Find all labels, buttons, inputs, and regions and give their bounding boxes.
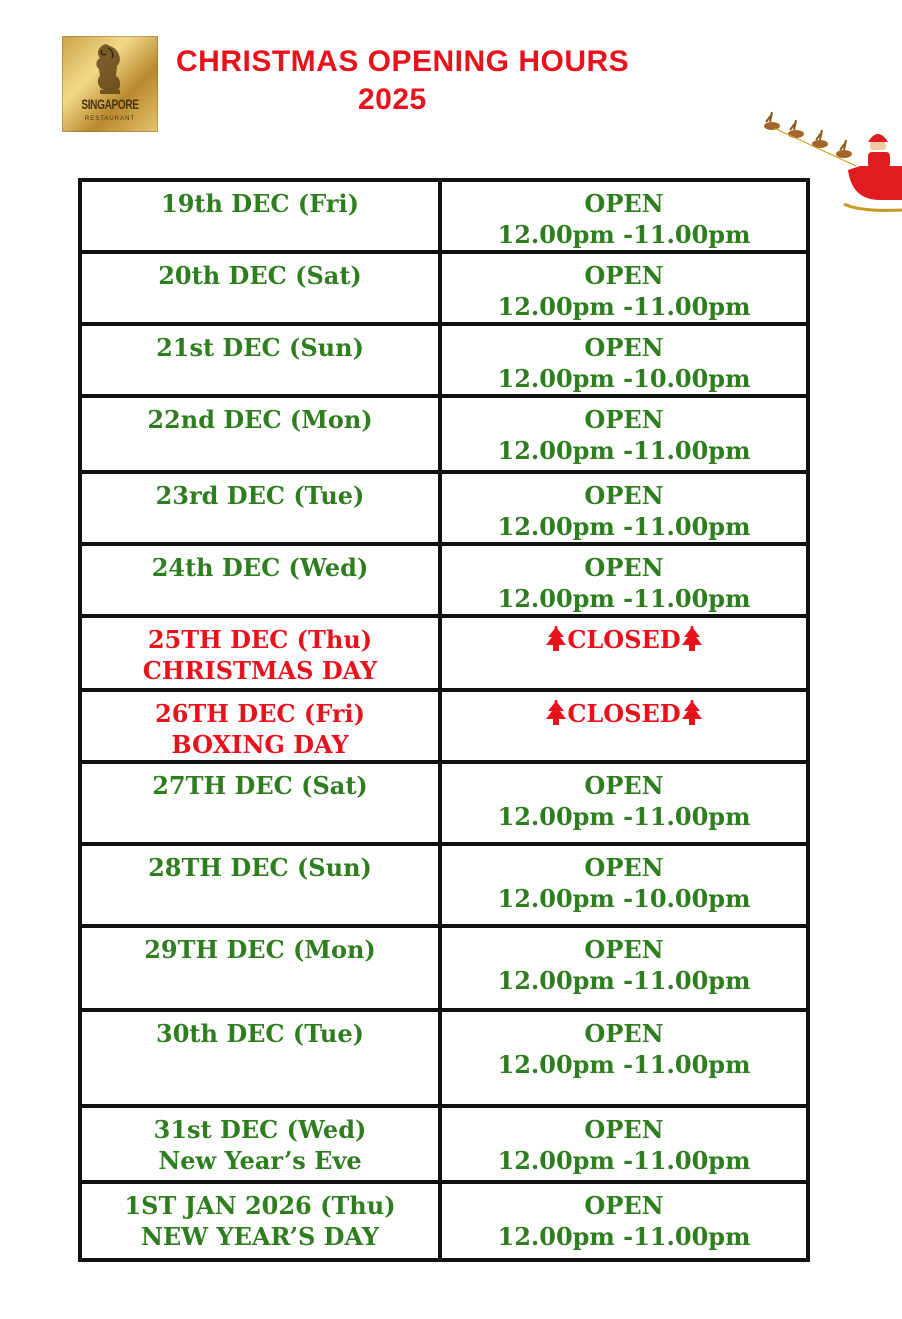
- date-cell: [80, 926, 440, 1010]
- date-label: 28TH DEC (Sun): [148, 853, 372, 882]
- holiday-label: BOXING DAY: [171, 730, 349, 759]
- status-label: OPEN: [584, 405, 664, 434]
- date-cell: [80, 1106, 440, 1182]
- status-label: OPEN: [584, 1019, 664, 1048]
- status-label: OPEN: [584, 935, 664, 964]
- status-label: OPEN: [584, 771, 664, 800]
- holiday-label: CHRISTMAS DAY: [142, 656, 378, 685]
- hours-label: 12.00pm -11.00pm: [497, 292, 751, 321]
- status-label: OPEN: [584, 553, 664, 582]
- status-label: OPEN: [584, 333, 664, 362]
- hours-cell: [440, 472, 808, 544]
- table-row: [80, 472, 808, 544]
- table-row: [80, 180, 808, 252]
- page-year: 2025: [358, 83, 427, 116]
- date-label: 26TH DEC (Fri): [155, 699, 365, 728]
- hours-cell: [440, 762, 808, 844]
- status-label: CLOSED: [567, 699, 681, 728]
- date-cell: [80, 252, 440, 324]
- date-cell: [80, 180, 440, 252]
- date-label: 27TH DEC (Sat): [152, 771, 368, 800]
- logo-subtitle: RESTAURANT: [84, 116, 136, 122]
- status-label: OPEN: [584, 853, 664, 882]
- date-label: 1ST JAN 2026 (Thu): [124, 1191, 396, 1220]
- hours-label: 12.00pm -11.00pm: [497, 1222, 751, 1251]
- christmas-tree-icon: [545, 700, 567, 726]
- table-row: [80, 544, 808, 616]
- date-label: 23rd DEC (Tue): [155, 481, 365, 510]
- date-cell: [80, 472, 440, 544]
- date-cell: [80, 1010, 440, 1106]
- table-row: [80, 396, 808, 472]
- hours-cell: [440, 1182, 808, 1260]
- hours-cell: [440, 690, 808, 762]
- hours-label: 12.00pm -10.00pm: [497, 884, 751, 913]
- hours-cell: [440, 1010, 808, 1106]
- date-cell: [80, 324, 440, 396]
- christmas-tree-icon: [681, 700, 703, 726]
- table-row: [80, 616, 808, 690]
- table-row: [80, 926, 808, 1010]
- table-row: [80, 844, 808, 926]
- hours-cell: [440, 844, 808, 926]
- hours-label: 12.00pm -11.00pm: [497, 1146, 751, 1175]
- holiday-label: New Year’s Eve: [158, 1146, 362, 1175]
- status-label: CLOSED: [567, 625, 681, 654]
- status-label: OPEN: [584, 1191, 664, 1220]
- date-label: 29TH DEC (Mon): [144, 935, 376, 964]
- logo-name: SINGAPORE: [81, 96, 139, 112]
- date-cell: [80, 762, 440, 844]
- table-row: [80, 762, 808, 844]
- status-label: OPEN: [584, 189, 664, 218]
- date-cell: [80, 844, 440, 926]
- date-label: 20th DEC (Sat): [158, 261, 362, 290]
- date-cell: [80, 396, 440, 472]
- date-label: 31st DEC (Wed): [153, 1115, 367, 1144]
- hours-label: 12.00pm -11.00pm: [497, 802, 751, 831]
- hours-label: 12.00pm -11.00pm: [497, 584, 751, 613]
- hours-cell: [440, 926, 808, 1010]
- page-title: CHRISTMAS OPENING HOURS: [176, 45, 630, 78]
- hours-label: 12.00pm -11.00pm: [497, 220, 751, 249]
- date-cell: [80, 616, 440, 690]
- date-cell: [80, 1182, 440, 1260]
- hours-cell: [440, 616, 808, 690]
- christmas-tree-icon: [545, 626, 567, 652]
- hours-cell: [440, 1106, 808, 1182]
- date-label: 25TH DEC (Thu): [147, 625, 373, 654]
- hours-cell: [440, 180, 808, 252]
- date-cell: [80, 690, 440, 762]
- table-row: [80, 1182, 808, 1260]
- opening-hours-table: [78, 178, 810, 1262]
- table-row: [80, 324, 808, 396]
- date-label: 21st DEC (Sun): [156, 333, 364, 362]
- table-row: [80, 1106, 808, 1182]
- holiday-label: NEW YEAR’S DAY: [140, 1222, 380, 1251]
- date-cell: [80, 544, 440, 616]
- hours-cell: [440, 324, 808, 396]
- hours-label: 12.00pm -11.00pm: [497, 1050, 751, 1079]
- hours-label: 12.00pm -10.00pm: [497, 364, 751, 393]
- christmas-tree-icon: [681, 626, 703, 652]
- date-label: 30th DEC (Tue): [156, 1019, 364, 1048]
- table-row: [80, 252, 808, 324]
- status-label: OPEN: [584, 261, 664, 290]
- date-label: 24th DEC (Wed): [151, 553, 369, 582]
- hours-cell: [440, 396, 808, 472]
- table-row: [80, 690, 808, 762]
- status-label: OPEN: [584, 481, 664, 510]
- table-row: [80, 1010, 808, 1106]
- hours-label: 12.00pm -11.00pm: [497, 966, 751, 995]
- date-label: 22nd DEC (Mon): [147, 405, 373, 434]
- status-label: OPEN: [584, 1115, 664, 1144]
- date-label: 19th DEC (Fri): [161, 189, 359, 218]
- restaurant-logo: [62, 36, 158, 132]
- hours-label: 12.00pm -11.00pm: [497, 512, 751, 541]
- hours-cell: [440, 252, 808, 324]
- hours-label: 12.00pm -11.00pm: [497, 436, 751, 465]
- hours-cell: [440, 544, 808, 616]
